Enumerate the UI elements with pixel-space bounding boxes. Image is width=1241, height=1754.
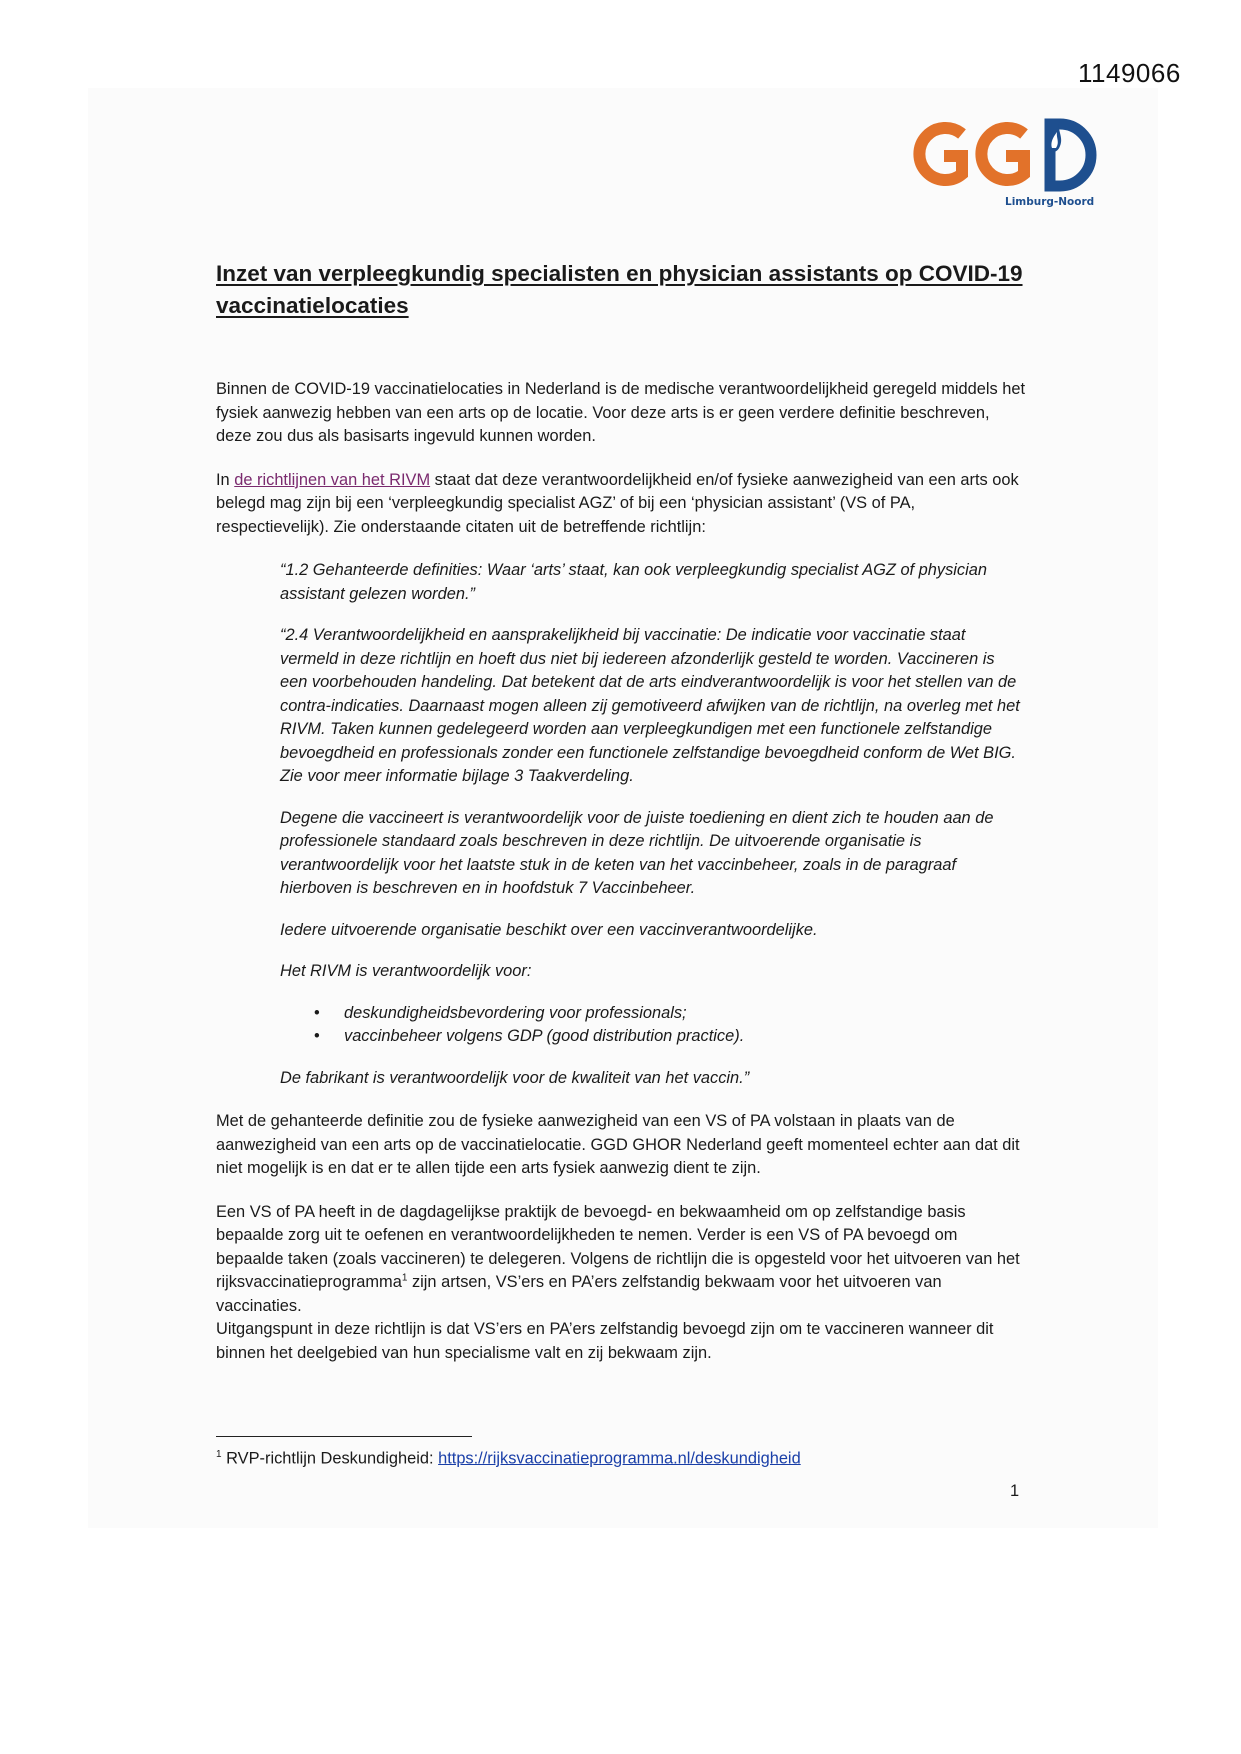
quote-vaccinator: Degene die vaccineert is verantwoordelijk voor de juiste toediening en dient zich te houden aan de professionele standaard zoals beschreven in deze richtlijn. De uitvoerende organisatie is verantwoordelijk voor het laatste stuk in de keten van het vaccinbeheer, zoals in de paragraaf hierboven is beschreven en in hoofdstuk 7 Vaccinbeheer. [280,808,994,897]
ggd-logo [900,110,1100,210]
footnote-number: 1 [216,1449,222,1460]
list-item: • deskundigheidsbevordering voor professionals; [280,1002,1026,1026]
document-body [216,258,1026,1365]
footnote-link[interactable]: https://rijksvaccinatieprogramma.nl/deskundigheid [438,1449,801,1468]
ggd-logo-icon [900,110,1100,200]
document-title: Inzet van verpleegkundig specialisten en physician assistants op COVID-19 vaccinatielocaties [216,261,1023,318]
quote-definitions: “1.2 Gehanteerde definities: Waar ‘arts’ staat, kan ook verpleegkundig specialist AGZ of physician assistant gelezen worden.” [280,561,987,603]
conclusion-paragraph: Met de gehanteerde definitie zou de fysieke aanwezigheid van een VS of PA volstaan in plaats van de aanwezigheid van een arts op de vaccinatielocatie. GGD GHOR Nederland geeft momenteel echter aan dat dit niet mogelijk is en dat er te allen tijde een arts fysiek aanwezig dient te zijn. [216,1112,1020,1177]
quote-manufacturer: De fabrikant is verantwoordelijk voor de kwaliteit van het vaccin.” [280,1068,750,1087]
footnote [216,1444,801,1469]
footnote-divider [216,1436,472,1437]
bullet-icon: • [314,1027,320,1045]
footnote-label: RVP-richtlijn Deskundigheid: [221,1449,439,1468]
intro-paragraph: Binnen de COVID-19 vaccinatielocaties in Nederland is de medische verantwoordelijkheid geregeld middels het fysiek aanwezig hebben van een arts op de locatie. Voor deze arts is er geen verdere definitie beschreven, deze zou dus als basisarts ingevuld kunnen worden. [216,380,1026,445]
quote-rivm-responsible: Het RIVM is verantwoordelijk voor: [280,962,532,980]
quote-responsibility: “2.4 Verantwoordelijkheid en aansprakelijkheid bij vaccinatie: De indicatie voor vaccinatie staat vermeld in deze richtlijn en hoeft dus niet bij iedereen afzonderlijk gesteld te worden. Vaccineren is een voorbehouden handeling. Dat betekent dat de arts eindverantwoordelijk is voor het stellen van de contra-indicaties. Daarnaast mogen alleen zij gemotiveerd afwijken van de richtlijn, na overleg met het RIVM. Taken kunnen gedelegeerd worden aan verpleegkundigen met een functionele zelfstandige bevoegdheid en professionals zonder een functionele zelfstandige bevoegdheid conform de Wet BIG. Zie voor meer informatie bijlage 3 Taakverdeling. [280,626,1020,785]
vs-pa-paragraph: Een VS of PA heeft in de dagdagelijkse praktijk de bevoegd- en bekwaamheid om op zelfstandige basis bepaalde zorg uit te oefenen en verantwoordelijkheden te nemen. Verder is een VS of PA bevoegd om bepaalde taken (zoals vaccineren) te delegeren. Volgens de richtlijn die is opgesteld voor het uitvoeren van het rijksvaccinatieprogramma$^1$ zijn artsen, VS’ers en PA’ers zelfstandig bekwaam voor het uitvoeren van vaccinaties. [216,1202,1020,1315]
logo-subtitle: Limburg-Noord [1005,196,1095,208]
uitgangspunt-paragraph: Uitgangspunt in deze richtlijn is dat VS’ers en PA’ers zelfstandig bevoegd zijn om te vaccineren wanneer dit binnen het deelgebied van hun specialisme valt en zij bekwaam zijn. [216,1320,994,1362]
document-number: 1149066 [1078,58,1181,88]
rivm-responsibility-list [280,1002,1026,1049]
quote-organisation: Iedere uitvoerende organisatie beschikt over een vaccinverantwoordelijke. [280,920,818,939]
page-number: 1 [1010,1482,1020,1500]
list-item: • vaccinbeheer volgens GDP (good distribution practice). [280,1025,1026,1049]
rivm-paragraph [216,469,1026,540]
rivm-suffix: staat dat deze verantwoordelijkheid en/of fysieke aanwezigheid van een arts ook belegd mag zijn bij een ‘verpleegkundig specialist AGZ’ of bij een ‘physician assistant’ (VS of PA, respectievelijk). Zie onderstaande citaten uit de betreffende richtlijn: [216,470,1019,536]
footnote-reference[interactable]: 1 [401,1272,408,1284]
rivm-guidelines-link[interactable]: de richtlijnen van het RIVM [234,470,431,489]
rivm-prefix: In [216,470,235,489]
bullet-icon: • [314,1003,320,1022]
